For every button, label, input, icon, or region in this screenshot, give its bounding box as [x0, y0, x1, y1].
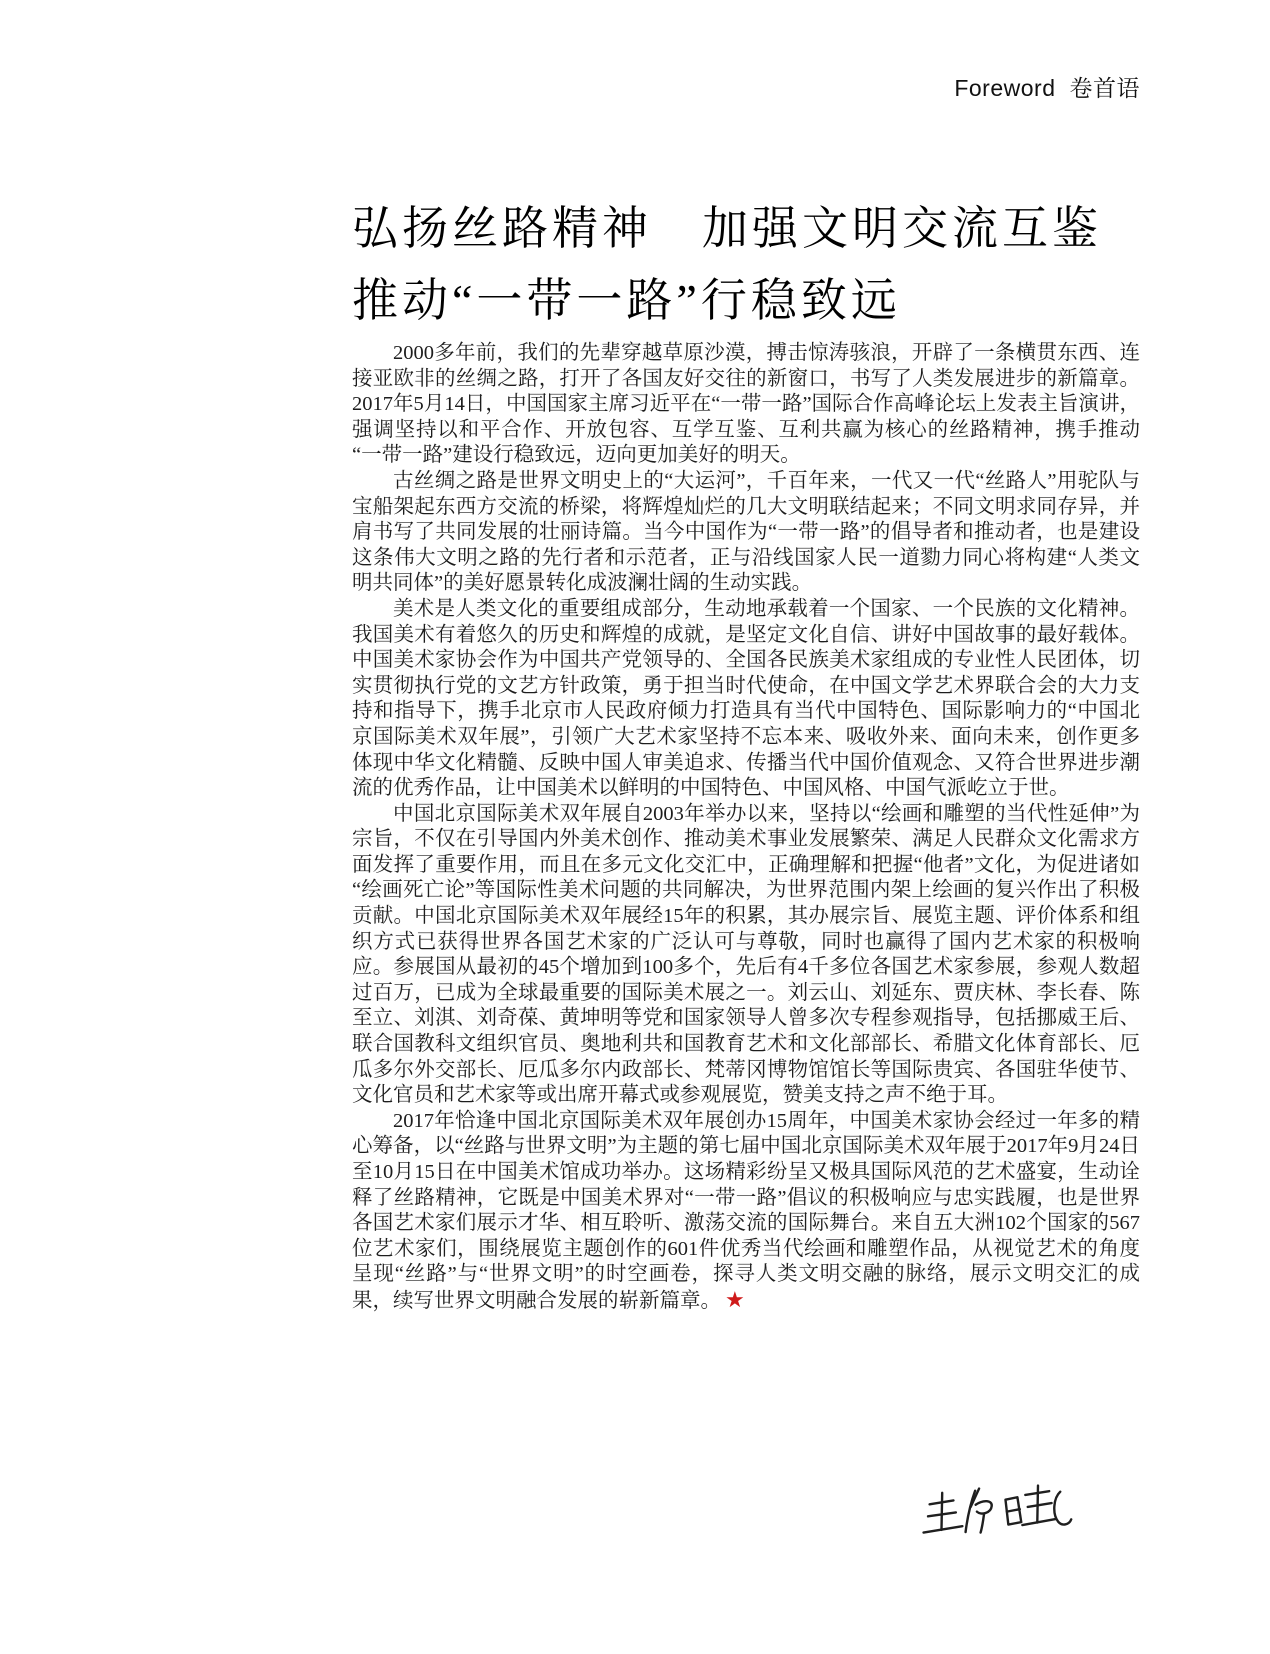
end-star-icon: ★: [725, 1287, 745, 1313]
paragraph-3: 美术是人类文化的重要组成部分，生动地承载着一个国家、一个民族的文化精神。我国美术有着悠久的历史和辉煌的成就，是坚定文化自信、讲好中国故事的最好载体。中国美术家协会作为中国共产党领导的、全国各民族美术家组成的专业性人民团体，切实贯彻执行党的文艺方针政策，勇于担当时代使命，在中国文学艺术界联合会的大力支持和指导下，携手北京市人民政府倾力打造具有当代中国特色、国际影响力的“中国北京国际美术双年展”，引领广大艺术家坚持不忘本来、吸收外来、面向未来，创作更多体现中华文化精髓、反映中国人审美追求、传播当代中国价值观念、又符合世界进步潮流的优秀作品，让中国美术以鲜明的中国特色、中国风格、中国气派屹立于世。: [352, 597, 1140, 800]
page-header: [954, 70, 1140, 103]
article-title-line1: 弘扬丝路精神 加强文明交流互鉴: [352, 202, 1102, 254]
article-title: [352, 193, 1152, 337]
paragraph-1: 2000多年前，我们的先辈穿越草原沙漠，搏击惊涛骇浪，开辟了一条横贯东西、连接亚欧非的丝绸之路，打开了各国友好交往的新窗口，书写了人类发展进步的新篇章。2017年5月14日，中国国家主席习近平在“一带一路”国际合作高峰论坛上发表主旨演讲，强调坚持以和平合作、开放包容、互学互鉴、互利共赢为核心的丝路精神，携手推动“一带一路”建设行稳致远，迈向更加美好的明天。: [352, 342, 1140, 467]
handwritten-signature: [917, 1473, 1076, 1556]
header-label-english: Foreword: [954, 75, 1056, 101]
article-body: [352, 341, 1140, 1315]
article-title-line2: 推动“一带一路”行稳致远: [352, 274, 901, 326]
paragraph-5: 2017年恰逢中国北京国际美术双年展创办15周年，中国美术家协会经过一年多的精心筹备，以“丝路与世界文明”为主题的第七届中国北京国际美术双年展于2017年9月24日至10月15日在中国美术馆成功举办。这场精彩纷呈又极具国际风范的艺术盛宴，生动诠释了丝路精神，它既是中国美术界对“一带一路”倡议的积极响应与忠实践履，也是世界各国艺术家们展示才华、相互聆听、激荡交流的国际舞台。来自五大洲102个国家的567位艺术家们，围绕展览主题创作的601件优秀当代绘画和雕塑作品，从视觉艺术的角度呈现“丝路”与“世界文明”的时空画卷，探寻人类文明交融的脉络，展示文明交汇的成果，续写世界文明融合发展的崭新篇章。 ★: [352, 1109, 1140, 1313]
header-label-chinese: 卷首语: [1069, 75, 1140, 101]
paragraph-4: 中国北京国际美术双年展自2003年举办以来，坚持以“绘画和雕塑的当代性延伸”为宗旨，不仅在引导国内外美术创作、推动美术事业发展繁荣、满足人民群众文化需求方面发挥了重要作用，而且在多元文化交汇中，正确理解和把握“他者”文化，为促进诸如“绘画死亡论”等国际性美术问题的共同解决，为世界范围内架上绘画的复兴作出了积极贡献。中国北京国际美术双年展经15年的积累，其办展宗旨、展览主题、评价体系和组织方式已获得世界各国艺术家的广泛认可与尊敬，同时也赢得了国内艺术家的积极响应。参展国从最初的45个增加到100多个，先后有4千多位各国艺术家参展，参观人数超过百万，已成为全球最重要的国际美术展之一。刘云山、刘延东、贾庆林、李长春、陈至立、刘淇、刘奇葆、黄坤明等党和国家领导人曾多次专程参观指导，包括挪威王后、联合国教科文组织官员、奥地利共和国教育艺术和文化部部长、希腊文化体育部长、厄瓜多尔外交部长、厄瓜多尔内政部长、梵蒂冈博物馆馆长等国际贵宾、各国驻华使节、文化官员和艺术家等或出席开幕式或参观展览，赞美支持之声不绝于耳。: [352, 802, 1140, 1107]
paragraph-2: 古丝绸之路是世界文明史上的“大运河”，千百年来，一代又一代“丝路人”用驼队与宝船架起东西方交流的桥梁，将辉煌灿烂的几大文明联结起来；不同文明求同存异，并肩书写了共同发展的壮丽诗篇。当今中国作为“一带一路”的倡导者和推动者，也是建设这条伟大文明之路的先行者和示范者，正与沿线国家人民一道勠力同心将构建“人类文明共同体”的美好愿景转化成波澜壮阔的生动实践。: [352, 469, 1140, 595]
signature-strokes: [917, 1473, 1076, 1556]
